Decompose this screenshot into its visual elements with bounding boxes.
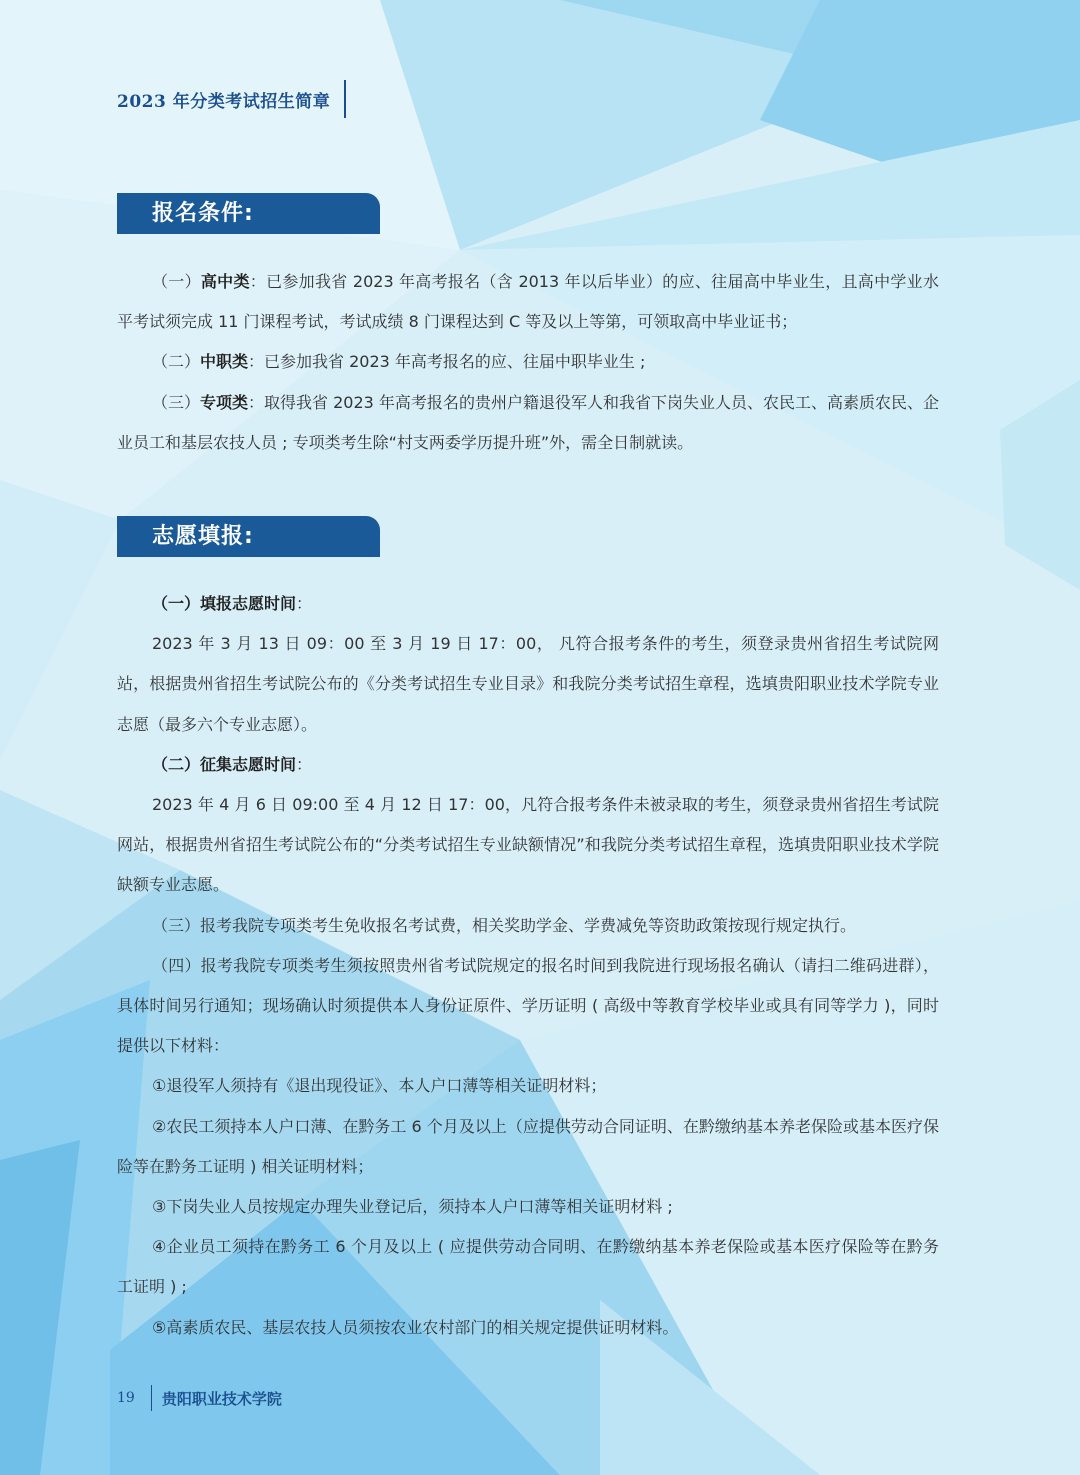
condition-item-vocational [117, 342, 939, 382]
paragraph-supplementary-time: 2023 年 4 月 6 日 09:00 至 4 月 12 日 17：00，凡符合报考条件未被录取的考生，须登录贵州省招生考试院网站，根据贵州省招生考试院公布的“分类考试招生专业缺额情况”和我院分类考试招生章程，选填贵阳职业技术学院缺额专业志愿。 [117, 795, 939, 895]
condition-item-special [117, 383, 939, 463]
item-text: ：已参加我省 2023 年高考报名（含 2013 年以后毕业）的应、往届高中毕业生，且高中学业水平考试须完成 11 门课程考试，考试成绩 8 门课程达到 C 等及以上等第，可领取高中毕业证书； [117, 272, 939, 332]
subheading-supplementary-time [117, 745, 939, 785]
item-label: 中职类 [200, 352, 249, 372]
item-prefix: （三） [152, 392, 201, 412]
paragraph-onsite-confirmation: （四）报考我院专项类考生须按照贵州省考试院规定的报名时间到我院进行现场报名确认（请扫二维码进群），具体时间另行通知；现场确认时须提供本人身份证原件、学历证明 ( 高级中等教育学校毕业或具有同等学力 )，同时提供以下材料： [117, 955, 939, 1056]
registration-conditions [117, 262, 939, 463]
item-prefix: （二） [152, 352, 201, 372]
item-label: 高中类 [200, 272, 250, 291]
page-footer [117, 1384, 282, 1412]
material-item: ⑤高素质农民、基层农技人员须按农业农村部门的相关规定提供证明材料。 [152, 1317, 679, 1337]
header-divider [344, 80, 346, 118]
subheading-text: （一）填报志愿时间 [152, 594, 297, 613]
subheading-fill-time [117, 584, 939, 624]
institution-name: 贵阳职业技术学院 [161, 1389, 282, 1408]
section-heading-registration: 报名条件: [117, 193, 380, 234]
condition-item-high-school [117, 262, 939, 342]
material-item: ④企业员工须持在黔务工 6 个月及以上 ( 应提供劳动合同明、在黔缴纳基本养老保险或基本医疗保险等在黔务工证明 ) ; [117, 1237, 939, 1297]
page-number: 19 [117, 1390, 135, 1406]
header-title: 2023 年分类考试招生简章 [117, 91, 331, 112]
subheading-text: （二）征集志愿时间 [152, 754, 297, 774]
application-details [117, 584, 939, 1348]
material-item: ②农民工须持本人户口薄、在黔务工 6 个月及以上（应提供劳动合同证明、在黔缴纳基本养老保险或基本医疗保险等在黔务工证明 ) 相关证明材料； [117, 1116, 939, 1176]
section-heading-application: 志愿填报: [117, 516, 380, 557]
material-item: ①退役军人须持有《退出现役证》、本人户口薄等相关证明材料； [152, 1076, 607, 1096]
item-text: ：取得我省 2023 年高考报名的贵州户籍退役军人和我省下岗失业人员、农民工、高素质农民、企业员工和基层农技人员 ; 专项类考生除“村支两委学历提升班”外，需全日制就读。 [117, 392, 939, 452]
material-item: ③下岗失业人员按规定办理失业登记后，须持本人户口薄等相关证明材料 ; [152, 1197, 673, 1217]
paragraph-fill-time: 2023 年 3 月 13 日 09：00 至 3 月 19 日 17：00， 凡符合报考条件的考生，须登录贵州省招生考试院网站，根据贵州省招生考试院公布的《分类考试招生专业目录》和我院分类考试招生章程，选填贵阳职业技术学院专业志愿（最多六个专业志愿）。 [117, 634, 939, 734]
subheading-colon: ： [296, 754, 313, 774]
page-header [117, 80, 346, 118]
item-label: 专项类 [200, 392, 249, 412]
footer-divider [151, 1385, 152, 1411]
paragraph-fee-waiver: （三）报考我院专项类考生免收报名考试费，相关奖助学金、学费减免等资助政策按现行规定执行。 [152, 915, 857, 935]
item-text: ：已参加我省 2023 年高考报名的应、往届中职毕业生 ; [248, 352, 646, 372]
subheading-colon: ： [296, 594, 313, 613]
item-prefix: （一） [152, 272, 201, 291]
